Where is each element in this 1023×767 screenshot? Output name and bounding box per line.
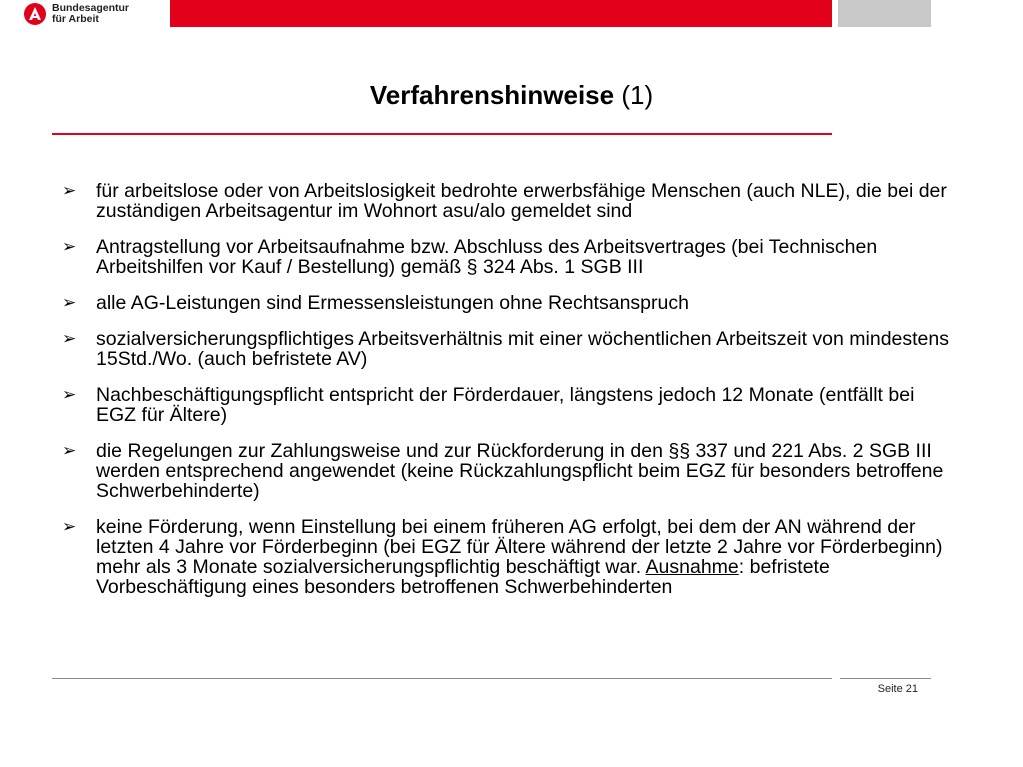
bullet-text [96, 516, 943, 598]
footer-divider-short [840, 678, 931, 679]
footer-divider [52, 678, 832, 679]
arrow-bullet-icon: ➢ [62, 293, 77, 312]
slide-title-suffix: (1) [621, 80, 654, 110]
bullet-text-part: : befristete Vorbeschäftigung eines besonders betroffenen Schwerbehinderten [96, 556, 830, 598]
bullet-item [62, 293, 957, 313]
header-red-bar [170, 0, 832, 27]
bullet-text-part: keine Förderung, wenn Einstellung bei einem früheren AG erfolgt, bei dem der AN während der letzten 4 Jahre vor Förderbeginn (bei EGZ für Ältere während der letzte 2 Jahre vor Förderbeginn) mehr als 3 Monate sozialversicherungspflichtig beschäftigt war. [96, 516, 943, 578]
bullet-item [62, 441, 957, 501]
logo-line-2: für Arbeit [52, 13, 99, 25]
arrow-bullet-icon: ➢ [62, 329, 77, 348]
slide-title-main: Verfahrenshinweise [369, 80, 615, 110]
bullet-text: Nachbeschäftigungspflicht entspricht der Förderdauer, längstens jedoch 12 Monate (entfällt bei EGZ für Ältere) [96, 384, 915, 426]
logo-line-1: Bundesagentur [52, 2, 130, 14]
arrow-bullet-icon: ➢ [62, 517, 77, 536]
arrow-bullet-icon: ➢ [62, 181, 77, 200]
title-divider [52, 133, 832, 135]
bullet-text: für arbeitslose oder von Arbeitslosigkeit bedrohte erwerbsfähige Menschen (auch NLE), die bei der zuständigen Arbeitsagentur im Wohnort asu/alo gemeldet sind [96, 180, 947, 222]
ba-logo [24, 3, 129, 25]
ba-logo-icon [24, 3, 46, 25]
bullet-text: die Regelungen zur Zahlungsweise und zur Rückforderung in den §§ 337 und 221 Abs. 2 SGB III werden entsprechend angewendet (keine Rückzahlungspflicht beim EGZ für besonders betroffene Schwerbehinderte) [96, 440, 944, 502]
slide-title [0, 79, 1023, 111]
bullet-item [62, 385, 957, 425]
bullet-text: alle AG-Leistungen sind Ermessensleistungen ohne Rechtsanspruch [96, 292, 689, 314]
bullet-item [62, 517, 957, 597]
arrow-bullet-icon: ➢ [62, 237, 77, 256]
bullet-text: sozialversicherungspflichtiges Arbeitsverhältnis mit einer wöchentlichen Arbeitszeit von mindestens 15Std./Wo. (auch befristete AV) [96, 328, 950, 370]
bullet-text: Antragstellung vor Arbeitsaufnahme bzw. Abschluss des Arbeitsvertrages (bei Technischen Arbeitshilfen vor Kauf / Bestellung) gemäß § 324 Abs. 1 SGB III [96, 236, 878, 278]
logo-text [52, 3, 129, 25]
bullet-item [62, 329, 957, 369]
header-gray-bar [838, 0, 931, 27]
arrow-bullet-icon: ➢ [62, 385, 77, 404]
bullet-item [62, 181, 957, 221]
arrow-bullet-icon: ➢ [62, 441, 77, 460]
bullet-list [62, 181, 957, 613]
page-number: Seite 21 [877, 683, 918, 695]
bullet-item [62, 237, 957, 277]
ausnahme-underlined: Ausnahme [645, 556, 739, 578]
